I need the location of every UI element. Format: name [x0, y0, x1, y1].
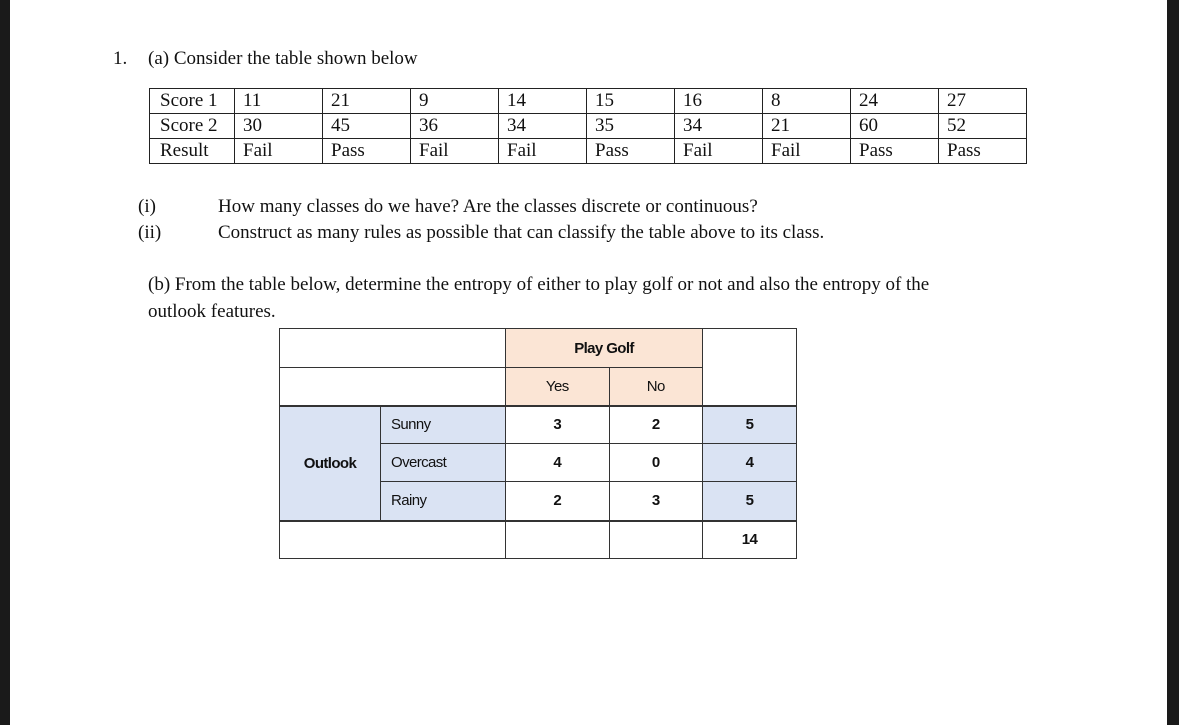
table-cell: Pass — [939, 139, 1027, 164]
row-label: Score 1 — [150, 89, 235, 114]
table-row — [280, 406, 797, 444]
empty-cell — [280, 368, 506, 406]
table-cell: 21 — [763, 114, 851, 139]
sub-question-number: (ii) — [138, 222, 162, 243]
table-cell: 9 — [411, 89, 499, 114]
table-cell: 45 — [323, 114, 411, 139]
row-label: Sunny — [381, 406, 506, 444]
col-header-yes: Yes — [506, 368, 610, 406]
row-label: Score 2 — [150, 114, 235, 139]
table-cell: 27 — [939, 89, 1027, 114]
row-total: 5 — [703, 482, 797, 521]
scores-table — [149, 88, 1027, 164]
table-cell: 36 — [411, 114, 499, 139]
table-row — [280, 329, 797, 368]
yes-count: 3 — [506, 406, 610, 444]
table-cell: 52 — [939, 114, 1027, 139]
table-cell: 15 — [587, 89, 675, 114]
table-row — [280, 521, 797, 559]
table-cell: Pass — [323, 139, 411, 164]
part-a-title: (a) Consider the table shown below — [148, 48, 418, 69]
table-cell: 8 — [763, 89, 851, 114]
table-cell: 30 — [235, 114, 323, 139]
yes-count: 2 — [506, 482, 610, 521]
table-cell: 14 — [499, 89, 587, 114]
table-cell: 34 — [675, 114, 763, 139]
table-cell: 60 — [851, 114, 939, 139]
grand-total: 14 — [703, 521, 797, 559]
sub-question-number: (i) — [138, 196, 156, 217]
table-cell: 16 — [675, 89, 763, 114]
empty-cell — [703, 329, 797, 406]
sub-question-text: Construct as many rules as possible that can classify the table above to its class. — [218, 222, 825, 243]
row-label: Overcast — [381, 444, 506, 482]
row-label: Rainy — [381, 482, 506, 521]
table-cell: 11 — [235, 89, 323, 114]
table-cell: Fail — [499, 139, 587, 164]
yes-count: 4 — [506, 444, 610, 482]
empty-cell — [280, 329, 506, 368]
no-count: 0 — [609, 444, 702, 482]
sub-question-text: How many classes do we have? Are the classes discrete or continuous? — [218, 196, 758, 217]
table-cell: Pass — [851, 139, 939, 164]
table-cell: 21 — [323, 89, 411, 114]
table-cell: 34 — [499, 114, 587, 139]
table-cell: Fail — [675, 139, 763, 164]
part-b-line: (b) From the table below, determine the entropy of either to play golf or not and also the entropy of the — [148, 274, 930, 295]
play-golf-header: Play Golf — [506, 329, 703, 368]
question-number: 1. — [113, 48, 128, 69]
table-cell: Fail — [763, 139, 851, 164]
table-cell: Fail — [411, 139, 499, 164]
table-row — [150, 114, 1027, 139]
row-total: 5 — [703, 406, 797, 444]
no-count: 2 — [609, 406, 702, 444]
no-count: 3 — [609, 482, 702, 521]
table-cell: 35 — [587, 114, 675, 139]
row-label: Result — [150, 139, 235, 164]
feature-label: Outlook — [280, 406, 381, 521]
table-cell: Pass — [587, 139, 675, 164]
empty-cell — [609, 521, 702, 559]
table-cell: 24 — [851, 89, 939, 114]
col-header-no: No — [609, 368, 702, 406]
table-row — [150, 89, 1027, 114]
empty-cell — [506, 521, 610, 559]
empty-cell — [280, 521, 506, 559]
table-cell: Fail — [235, 139, 323, 164]
part-b-line: outlook features. — [148, 301, 276, 322]
row-total: 4 — [703, 444, 797, 482]
document-page — [10, 0, 1167, 725]
play-golf-table — [279, 328, 797, 559]
table-row — [150, 139, 1027, 164]
